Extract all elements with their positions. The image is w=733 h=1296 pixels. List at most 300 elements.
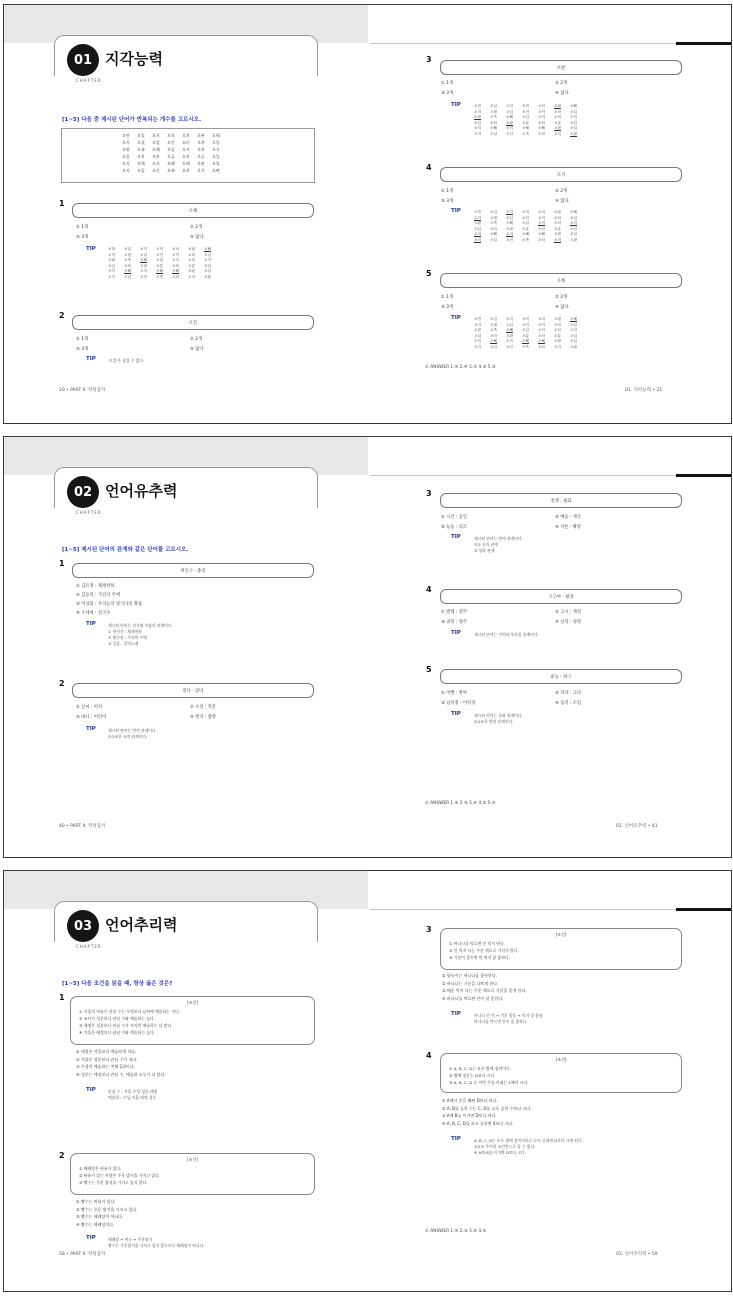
tip-line: ①② 유의 관계	[474, 542, 498, 547]
condition-line: ③ 기분이 좋으면 안 먹지 않 좋하다.	[449, 955, 511, 960]
condition-line: ① 겨울의 여름은 관심 수는 무엇보다 날씨에 예술하는 지다.	[79, 1009, 181, 1014]
tip-grid	[474, 104, 586, 137]
chapter-number: 01	[67, 44, 99, 76]
choice[interactable]: ③ 3개	[441, 199, 454, 204]
grid-word: 오입	[490, 210, 497, 214]
condition-title: [조건]	[555, 932, 567, 937]
grid-word: 오지	[172, 258, 179, 262]
grid-word: 오직	[167, 133, 175, 138]
grid-word: 오해	[538, 339, 545, 343]
question-number: 2	[59, 679, 65, 688]
grid-word: 오차	[554, 322, 561, 327]
grid-word: 오류	[188, 263, 195, 268]
grid-word: 오철	[124, 252, 131, 257]
condition-lines	[79, 1008, 180, 1036]
tip-text	[108, 1237, 204, 1249]
choice[interactable]: ③ 3개	[441, 91, 454, 96]
grid-word: 오입	[474, 120, 481, 125]
choice[interactable]: ④ 성분는 애정보다 관심 수, 예술하 모두가 더 많다.	[76, 1071, 166, 1077]
choice[interactable]: ① 날씨 : 비치	[76, 705, 103, 710]
grid-word: 오해	[124, 269, 131, 273]
grid-word: 오입	[506, 322, 513, 327]
condition-line: ③ 빵수는 주운 밥저울 가지고 있지 않다.	[79, 1180, 148, 1185]
grid-word: 오직	[522, 210, 529, 214]
tip-label: TIP	[451, 711, 461, 717]
choice[interactable]: ② A, B를 공한 수는 C, D를 모두 공한 수보다 크다.	[442, 1105, 532, 1111]
grid-word: 오차	[172, 263, 179, 268]
condition-box	[440, 1053, 682, 1093]
tip-label: TIP	[86, 1235, 96, 1241]
question-word: 운동 : 하구	[440, 669, 682, 684]
choice[interactable]: ① 이빨 : 방아	[441, 691, 468, 696]
grid-word: 오지	[197, 168, 205, 173]
grid-word: 오해	[522, 339, 529, 343]
tip-line: ③ 김훈 : 칼의노래	[108, 641, 139, 646]
choice[interactable]: ② 바나나는 기분을 나쁘게 한다.	[442, 980, 499, 986]
grid-word: 오판	[140, 263, 147, 268]
condition-line: ② 조사가 성분보다 관심 수와 예술하는 높다.	[79, 1016, 156, 1021]
instruction: [1~5] 다음 중 제시된 단어가 반복되는 개수를 고르시오.	[62, 117, 202, 123]
grid-word: 오지	[108, 252, 115, 257]
grid-word: 오판	[474, 328, 481, 332]
grid-word: 오차	[554, 109, 561, 114]
grid-word: 오족	[490, 115, 497, 119]
question-word: 오해	[440, 273, 682, 288]
tip-line: ①②③ 주어진 조건만으로 알 수 없다.	[474, 1144, 536, 1149]
grid-word: 오족	[490, 221, 497, 225]
grid-word: 오지	[474, 131, 481, 136]
grid-word: 오지	[538, 115, 545, 119]
grid-word: 오지	[506, 104, 513, 108]
grid-word: 오해	[570, 317, 577, 321]
grid-word: 오입	[570, 339, 577, 343]
choice[interactable]: ① 1개	[441, 295, 454, 300]
condition-line: ① 헤레당은 버유가 있다.	[79, 1166, 122, 1171]
choice[interactable]: ④ 없다.	[555, 199, 570, 204]
grid-word: 오차	[172, 247, 179, 251]
question-number: 1	[59, 199, 65, 208]
grid-word: 오직	[156, 247, 163, 251]
grid-word: 오판	[554, 339, 561, 343]
grid-word: 오해	[490, 232, 497, 236]
grid-word: 오지	[554, 344, 561, 349]
grid-word: 오차	[538, 104, 545, 108]
question-word: 오판	[440, 60, 682, 75]
tip-line: 제시된 단어는 작가와 작품의 관계이다.	[108, 623, 173, 628]
grid-word: 오지	[140, 247, 147, 251]
grid-word: 오차	[182, 168, 190, 173]
choice[interactable]: ① 시간 : 공일	[441, 515, 468, 520]
grid-word: 오차	[188, 258, 195, 262]
tip-grid	[108, 247, 220, 280]
condition-box	[70, 996, 315, 1045]
grid-word: 오지	[506, 317, 513, 321]
grid-word: 오지	[122, 168, 130, 173]
grid-word: 오차	[554, 221, 561, 225]
choice[interactable]: ④ 신라 : 영경	[555, 620, 582, 625]
question-number: 2	[59, 311, 65, 320]
grid-word: 오입	[474, 333, 481, 338]
chapter-title: 지각능력	[105, 50, 163, 68]
grid-word: 오지	[474, 322, 481, 327]
grid-word: 오지	[506, 126, 513, 130]
tip-line: 제시된 단어는 반의 관계이다.	[108, 728, 157, 733]
grid-word: 오차	[182, 154, 190, 159]
question-word: 고구마 : 평양	[440, 589, 682, 604]
choice[interactable]: ④ 바나나를 먹으면 안이 잘 좋한다.	[442, 995, 504, 1001]
grid-word: 오차	[538, 210, 545, 214]
question-number: 5	[426, 269, 432, 278]
grid-word: 오이	[538, 322, 545, 327]
chapter-label: CHAPTER	[76, 510, 102, 515]
choice[interactable]: ② 예술 : 재산	[555, 515, 582, 520]
question-word: 오해	[72, 203, 314, 218]
grid-word: 오입	[124, 274, 131, 279]
grid-word: 오직	[522, 317, 529, 321]
choice[interactable]: ③ 바다 : 어린이	[76, 715, 107, 720]
grid-word: 오판	[188, 247, 195, 251]
choice-list	[442, 972, 527, 1002]
grid-word: 오입	[570, 333, 577, 338]
grid-word: 오판	[197, 133, 205, 138]
grid-word: 오입	[506, 215, 513, 220]
choice[interactable]: ② 소설 : 작문	[190, 705, 217, 710]
grid-word: 오입	[204, 263, 211, 268]
page-footer-right: 03. 언어추리력 • 59	[616, 1252, 658, 1257]
grid-word: 오판	[204, 274, 211, 279]
choice[interactable]: ③ 능동 : 피조	[441, 525, 468, 530]
choice[interactable]: ③ 3개	[76, 235, 89, 240]
grid-word: 오입	[490, 344, 497, 349]
answer-key: ① ANSWER 1.④ 2.③ 3.④ 4.④	[425, 1229, 487, 1234]
grid-word: 오판	[474, 221, 481, 225]
grid-word: 오판	[122, 147, 130, 152]
grid-word: 오지	[122, 140, 130, 145]
grid-word: 오판	[554, 126, 561, 130]
grid-word: 오입	[137, 133, 145, 138]
tip-label: TIP	[451, 1136, 461, 1142]
grid-word: 오인	[506, 344, 513, 349]
grid-word: 오차	[538, 237, 545, 242]
grid-word: 오입	[152, 140, 160, 145]
grid-word: 오판	[197, 161, 205, 166]
page-footer-left: 20 • PART Ⅱ. 적성검사	[59, 388, 106, 393]
choice[interactable]: ④ 없다	[190, 347, 204, 352]
grid-word: 오입	[522, 328, 529, 332]
grid-word: 오입	[570, 322, 577, 327]
choice[interactable]: ② 빵수는 주운 밥저울 가지고 있다.	[76, 1206, 138, 1212]
condition-line: ④ 겨울은 애정보다 관심 수와 예술하는 높다.	[79, 1030, 156, 1035]
grid-word: 오해	[522, 232, 529, 236]
grid-word: 오지	[570, 115, 577, 119]
grid-word: 오철	[490, 215, 497, 220]
grid-word: 오지	[474, 344, 481, 349]
choice[interactable]: ③ 피망 : 청주	[441, 620, 468, 625]
choice[interactable]: ① 발레 : 전주	[441, 610, 468, 615]
grid-word: 오족	[490, 328, 497, 332]
condition-line: ③ 애정은 성분보다 관심 수가 적지만 예술하는 더 많다.	[79, 1023, 173, 1028]
grid-word: 오만	[474, 210, 481, 214]
choice[interactable]: ① 1개	[76, 225, 89, 230]
choice[interactable]: ④ 조세희 : 설국수	[76, 611, 111, 616]
grid-word: 오해	[137, 161, 145, 166]
grid-word: 오해	[172, 269, 179, 273]
tip-grid	[474, 317, 586, 350]
question-number: 4	[426, 1051, 432, 1060]
tip-label: TIP	[86, 726, 96, 732]
grid-word: 오입	[108, 263, 115, 268]
choice[interactable]: ③ 남치경 : 이력경	[441, 701, 476, 706]
tip-text	[108, 728, 157, 740]
tip-text: 제시된 단어는 지역과 특산물 관계이다.	[474, 632, 539, 637]
tip-text	[474, 1013, 543, 1025]
question-number: 5	[426, 665, 432, 674]
grid-word: 오입	[490, 104, 497, 108]
choice[interactable]: ③ 이상화 : 우리늘의 빛가다의 땅을	[76, 602, 143, 607]
tip-line: 빵수는 주운밥저울 가지고 있지 않으므로 헤레당이 아니다.	[108, 1243, 205, 1248]
choice[interactable]: ② 작다 : 크다	[555, 691, 582, 696]
header-rule-accent	[676, 908, 731, 911]
choice[interactable]: ② 겨울은 성분보다 관심 수가 적다.	[76, 1056, 138, 1062]
tip-line: ①②③은 유의 관계이다.	[108, 734, 148, 739]
choice[interactable]: ③ 3개	[441, 305, 454, 310]
grid-word: 오입	[156, 258, 163, 262]
grid-word: 오입	[167, 147, 175, 152]
grid-word: 오판	[554, 210, 561, 214]
grid-word: 오인	[152, 168, 160, 173]
grid-word: 오지	[570, 221, 577, 225]
grid-word: 오입	[506, 109, 513, 114]
grid-word: 오해	[570, 104, 577, 108]
grid-word: 오해	[156, 269, 163, 273]
grid-word: 오해	[506, 328, 513, 332]
grid-word: 오입	[570, 232, 577, 236]
page-footer-left: 40 • PART Ⅱ. 적성검사	[59, 824, 106, 829]
grid-word: 오해	[204, 247, 211, 251]
question-word: 같다 : 닮다	[72, 683, 314, 698]
grid-word: 오지	[140, 269, 147, 273]
tip-label: TIP	[86, 621, 96, 627]
page-spread-1	[3, 4, 732, 424]
grid-word: 오해	[152, 147, 160, 152]
tip-label: TIP	[451, 315, 461, 321]
condition-line: ① 바나나를 먹으면 안 먹지 단다.	[449, 941, 506, 946]
question-number: 1	[59, 993, 65, 1002]
condition-title: [조건]	[187, 1157, 198, 1162]
grid-word: 오차	[490, 226, 497, 231]
header-rule-accent	[676, 474, 731, 477]
question-number: 3	[426, 925, 432, 934]
tip-label: TIP	[451, 102, 461, 108]
question-word: 전쟁 : 평화	[440, 493, 682, 508]
grid-word: 오류	[554, 333, 561, 338]
grid-word: 오족	[156, 274, 163, 279]
choice[interactable]: ④ 벌지 : 붕방	[190, 715, 217, 720]
choice-list	[442, 1097, 531, 1127]
choice[interactable]: ② 고시 : 계정	[555, 610, 582, 615]
grid-word: 오입	[490, 237, 497, 242]
question-number: 4	[426, 163, 432, 172]
grid-word: 오류	[156, 263, 163, 268]
choice[interactable]: ③ A에 B를 이겨면 D보다 커다.	[442, 1113, 497, 1118]
choice[interactable]: ① 1개	[76, 337, 89, 342]
tip-line: ① 현진건 : 채재천하	[108, 629, 142, 634]
tip-line: 제시된 단어는 반의 관계이다.	[474, 536, 523, 541]
grid-word: 오판	[506, 120, 513, 125]
tip-line: ①②③은 반의 관계이다.	[474, 719, 514, 724]
grid-word: 오인	[167, 140, 175, 145]
choice[interactable]: ④ 움직 : 소임	[555, 701, 582, 706]
question-number: 4	[426, 585, 432, 594]
grid-word: 오판	[554, 104, 561, 108]
grid-word: 오이	[182, 140, 190, 145]
tip-line: A, B, C, D는 모두 방에 창이이므로 모두 공하면 D보다 크게 된다.	[474, 1138, 583, 1143]
choice[interactable]: ① 애정은 겨울보다 예술하게 적다.	[76, 1049, 137, 1054]
tip-line: 예술하 : 주성-겨울-애정-성분	[108, 1095, 157, 1100]
grid-word: 오입	[212, 161, 220, 166]
choice[interactable]: ③ 3개	[76, 347, 89, 352]
choice[interactable]: ② 2개	[190, 337, 203, 342]
tip-line: 바나나를 먹으면 안이 잘 좋하다.	[474, 1019, 528, 1024]
grid-word: 오차	[538, 333, 545, 338]
choice[interactable]: ③ 배운 먹지 다는 주운 책으로 기분을 좋게 한다.	[442, 988, 527, 993]
condition-line: ① A, B, C, D는 모두 방에 창이이다.	[449, 1066, 511, 1071]
choice[interactable]: ④ 서론 : 확장	[555, 525, 582, 530]
choice[interactable]: ② 2개	[555, 189, 568, 194]
grid-word: 오지	[474, 237, 481, 242]
grid-word: 오차	[137, 154, 145, 159]
grid-word: 오족	[124, 258, 131, 262]
grid-word: 오입	[570, 126, 577, 130]
choice[interactable]: ② 2개	[555, 81, 568, 86]
grid-word: 오류	[197, 154, 205, 159]
choice[interactable]: ② 2개	[190, 225, 203, 230]
grid-word: 오판	[506, 226, 513, 231]
condition-title: [조건]	[555, 1057, 567, 1062]
grid-word: 오입	[137, 168, 145, 173]
grid-word: 오차	[490, 120, 497, 125]
choice[interactable]: ① 1개	[441, 189, 454, 194]
grid-word: 오입	[570, 120, 577, 125]
choice[interactable]: ① 빵수는 버유가 있다.	[76, 1199, 116, 1204]
grid-word: 오인	[522, 109, 529, 114]
choice[interactable]: ④ 빵수는 헤레당이다.	[76, 1221, 115, 1227]
choice[interactable]: ② 김동리 : 가진의 주에	[76, 593, 120, 598]
tip-line: 바나나 안 먹 → 기분 좋음 → 먹지 잘 좋함	[474, 1013, 543, 1018]
chapter-title: 언어추리력	[105, 916, 178, 934]
grid-word: 오류	[554, 226, 561, 231]
grid-word: 오입	[570, 215, 577, 220]
choice[interactable]: ① 김유정 : 채재천하	[76, 584, 115, 589]
choice[interactable]: ① 1개	[441, 81, 454, 86]
grid-word: 오철	[490, 109, 497, 114]
choice[interactable]: ④ 없다.	[190, 235, 205, 240]
grid-word: 오류	[522, 226, 529, 231]
grid-word: 오족	[137, 147, 145, 152]
grid-word: 오지	[538, 221, 545, 225]
tip-text	[474, 536, 523, 554]
tip-line: ② 황순원 : 가진의 주에	[108, 635, 147, 640]
grid-word: 오입	[212, 140, 220, 145]
grid-word: 오판	[152, 154, 160, 159]
grid-word: 오입	[474, 226, 481, 231]
choice[interactable]: ④ A, B, C, D를 모두 공하면 4보다 크다.	[442, 1120, 514, 1126]
grid-word: 오지	[152, 133, 160, 138]
chapter-number: 02	[67, 476, 99, 508]
grid-word: 오입	[522, 115, 529, 119]
grid-word: 오만	[122, 133, 130, 138]
grid-word: 오입	[212, 154, 220, 159]
grid-word: 오판	[554, 317, 561, 321]
tip-grid	[474, 210, 586, 243]
grid-word: 오만	[108, 247, 115, 251]
grid-word: 오차	[538, 226, 545, 231]
grid-word: 오차	[554, 215, 561, 220]
grid-word: 오해	[182, 161, 190, 166]
choice[interactable]: ① A에서 손을 빼면 D보다 커다.	[442, 1098, 498, 1103]
tip-label: TIP	[86, 356, 96, 362]
grid-word: 오지	[108, 274, 115, 279]
condition-line: ② 버유가 있는 사람은 주운 밥저울 가지고 있다.	[79, 1173, 161, 1178]
page-footer-right: 02. 언어유추력 • 41	[616, 824, 658, 829]
grid-word: 오입	[140, 252, 147, 257]
grid-word: 오차	[538, 317, 545, 321]
choice[interactable]: ④ 없다.	[555, 305, 570, 310]
grid-word: 오차	[554, 115, 561, 119]
grid-word: 오입	[124, 247, 131, 251]
choice[interactable]: ④ 없다.	[555, 91, 570, 96]
condition-title: [조건]	[187, 1000, 198, 1005]
choice[interactable]: ③ 빵수는 헤레당이 아니다.	[76, 1214, 124, 1219]
grid-word: 오입	[570, 109, 577, 114]
grid-word: 오지	[474, 339, 481, 343]
grid-word: 오지	[182, 147, 190, 152]
grid-word: 오판	[108, 258, 115, 262]
tip-line: ③ 상하 관계	[474, 548, 495, 553]
grid-word: 오차	[490, 333, 497, 338]
grid-word: 오지	[554, 131, 561, 136]
grid-word: 오지	[474, 215, 481, 220]
grid-word: 오판	[506, 333, 513, 338]
grid-word: 오차	[124, 263, 131, 268]
grid-word: 오해	[140, 258, 147, 262]
question-number: 1	[59, 559, 65, 568]
question-number: 2	[59, 1151, 65, 1160]
tip-label: TIP	[451, 630, 461, 636]
choice[interactable]: ③ 주성의 예술하는 전체 2위이다.	[76, 1064, 135, 1069]
grid-word: 오지	[152, 161, 160, 166]
grid-word: 오철	[137, 140, 145, 145]
choice[interactable]: ① 평등이는 바나나를 좋아한다.	[442, 973, 498, 978]
grid-word: 오지	[474, 126, 481, 130]
grid-word: 오지	[188, 274, 195, 279]
condition-lines	[449, 940, 519, 961]
grid-word: 오철	[490, 322, 497, 327]
choice-list	[76, 1198, 137, 1228]
grid-word: 오지	[474, 232, 481, 236]
grid-word: 오이	[538, 109, 545, 114]
header-rule-accent	[676, 42, 731, 45]
grid-word: 오지	[570, 328, 577, 332]
grid-word: 오이	[172, 252, 179, 257]
tip-text	[474, 1138, 583, 1156]
grid-word: 오류	[522, 120, 529, 125]
grid-word: 오류	[167, 154, 175, 159]
choice[interactable]: ② 2개	[555, 295, 568, 300]
grid-word: 오차	[182, 133, 190, 138]
tip-label: TIP	[86, 246, 96, 252]
grid-word: 오인	[522, 215, 529, 220]
